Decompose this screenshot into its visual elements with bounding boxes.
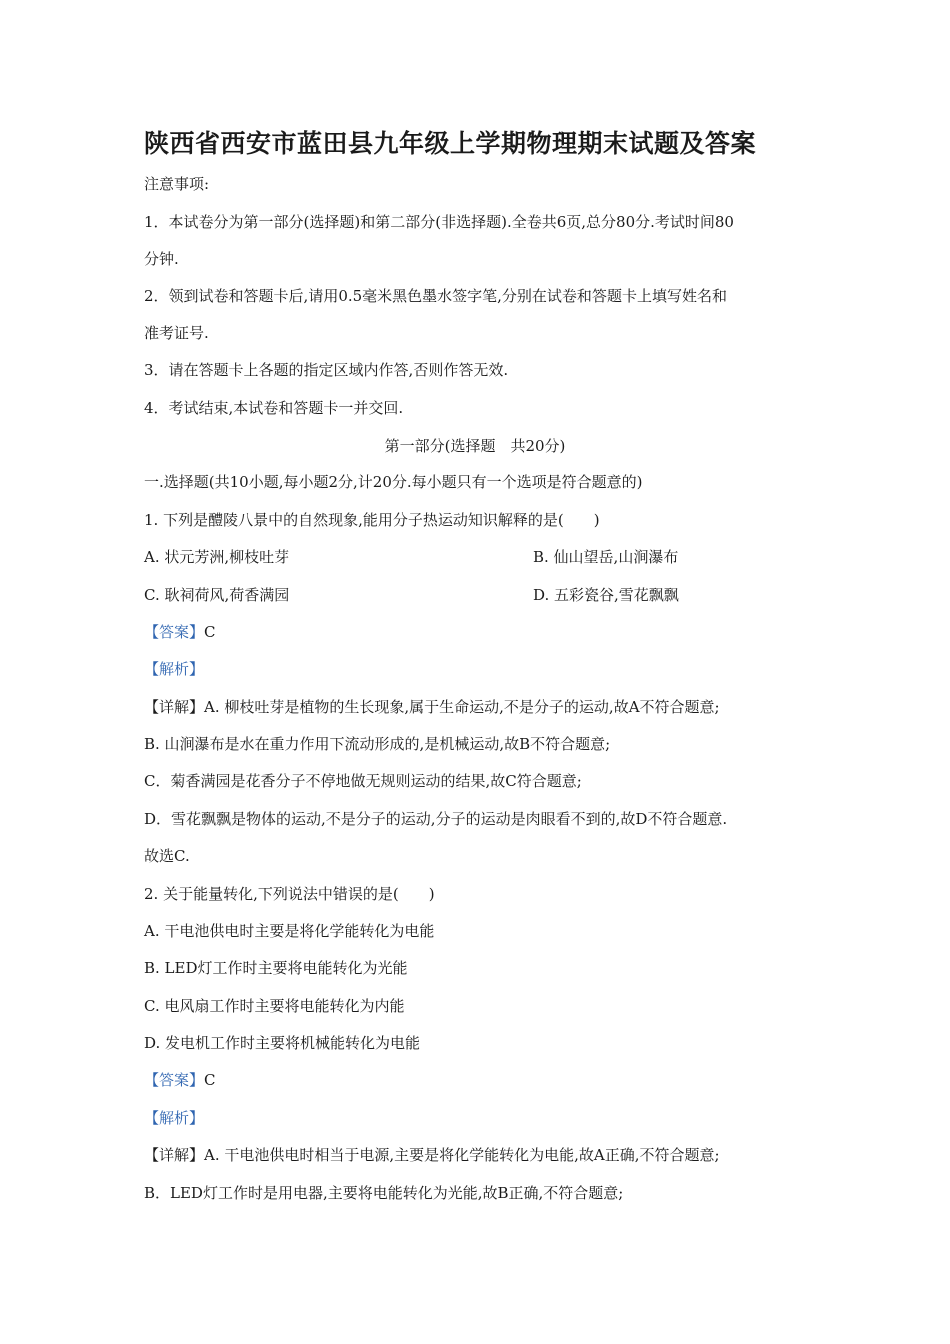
- question-2-answer: [144, 1070, 216, 1090]
- notice-item: 3．请在答题卡上各题的指定区域内作答,否则作答无效.: [144, 361, 509, 379]
- question-2-option-d: D. 发电机工作时主要将机械能转化为电能: [144, 1034, 421, 1052]
- detail-tag: 【详解】: [144, 698, 205, 716]
- question-1-answer: [144, 622, 216, 642]
- detail-text: A. 干电池供电时相当于电源,主要是将化学能转化为电能,故A正确,不符合题意;: [204, 1146, 720, 1164]
- question-1-option-b: B. 仙山望岳,山涧瀑布: [533, 548, 679, 566]
- analysis-tag: 【解析】: [144, 660, 205, 678]
- notice-item: 4．考试结束,本试卷和答题卡一并交回.: [144, 399, 404, 417]
- answer-value: C: [204, 623, 216, 641]
- notice-item: 2．领到试卷和答题卡后,请用0.5毫米黑色墨水签字笔,分别在试卷和答题卡上填写姓名和: [144, 287, 727, 305]
- question-2-stem: 2. 关于能量转化,下列说法中错误的是( ): [144, 885, 435, 903]
- notice-item: 准考证号.: [144, 324, 209, 342]
- notice-heading: 注意事项:: [144, 175, 210, 193]
- question-2-option-a: A. 干电池供电时主要是将化学能转化为电能: [144, 922, 435, 940]
- answer-value: C: [204, 1071, 216, 1089]
- answer-tag: 【答案】: [144, 1071, 205, 1089]
- detail-text: A. 柳枝吐芽是植物的生长现象,属于生命运动,不是分子的运动,故A不符合题意;: [204, 698, 720, 716]
- detail-line: D．雪花飘飘是物体的运动,不是分子的运动,分子的运动是肉眼看不到的,故D不符合题意.: [144, 810, 728, 828]
- section-heading: 一.选择题(共10小题,每小题2分,计20分.每小题只有一个选项是符合题意的): [144, 473, 643, 491]
- question-1-detail: [144, 697, 720, 717]
- question-1-option-d: D. 五彩瓷谷,雪花飘飘: [533, 586, 679, 604]
- question-1-analysis: [144, 659, 204, 679]
- detail-tag: 【详解】: [144, 1146, 205, 1164]
- notice-item: 分钟.: [144, 250, 179, 268]
- detail-line: B. 山涧瀑布是水在重力作用下流动形成的,是机械运动,故B不符合题意;: [144, 735, 611, 753]
- detail-line: C．菊香满园是花香分子不停地做无规则运动的结果,故C符合题意;: [144, 772, 582, 790]
- question-2-option-c: C. 电风扇工作时主要将电能转化为内能: [144, 997, 405, 1015]
- question-2-analysis: [144, 1108, 204, 1128]
- question-1-option-c: C. 耿祠荷风,荷香满园: [144, 586, 290, 604]
- question-1-option-a: A. 状元芳洲,柳枝吐芽: [144, 548, 290, 566]
- question-2-option-b: B. LED灯工作时主要将电能转化为光能: [144, 959, 408, 977]
- page-title: 陕西省西安市蓝田县九年级上学期物理期末试题及答案: [144, 129, 757, 158]
- question-1-stem: 1. 下列是醴陵八景中的自然现象,能用分子热运动知识解释的是( ): [144, 511, 600, 529]
- notice-item: 1．本试卷分为第一部分(选择题)和第二部分(非选择题).全卷共6页,总分80分.考试时间80: [144, 213, 734, 231]
- detail-line: B．LED灯工作时是用电器,主要将电能转化为光能,故B正确,不符合题意;: [144, 1184, 624, 1202]
- answer-tag: 【答案】: [144, 623, 205, 641]
- detail-line: 故选C.: [144, 847, 190, 865]
- question-2-detail: [144, 1145, 720, 1165]
- analysis-tag: 【解析】: [144, 1109, 205, 1127]
- part-heading: 第一部分(选择题 共20分): [384, 437, 566, 455]
